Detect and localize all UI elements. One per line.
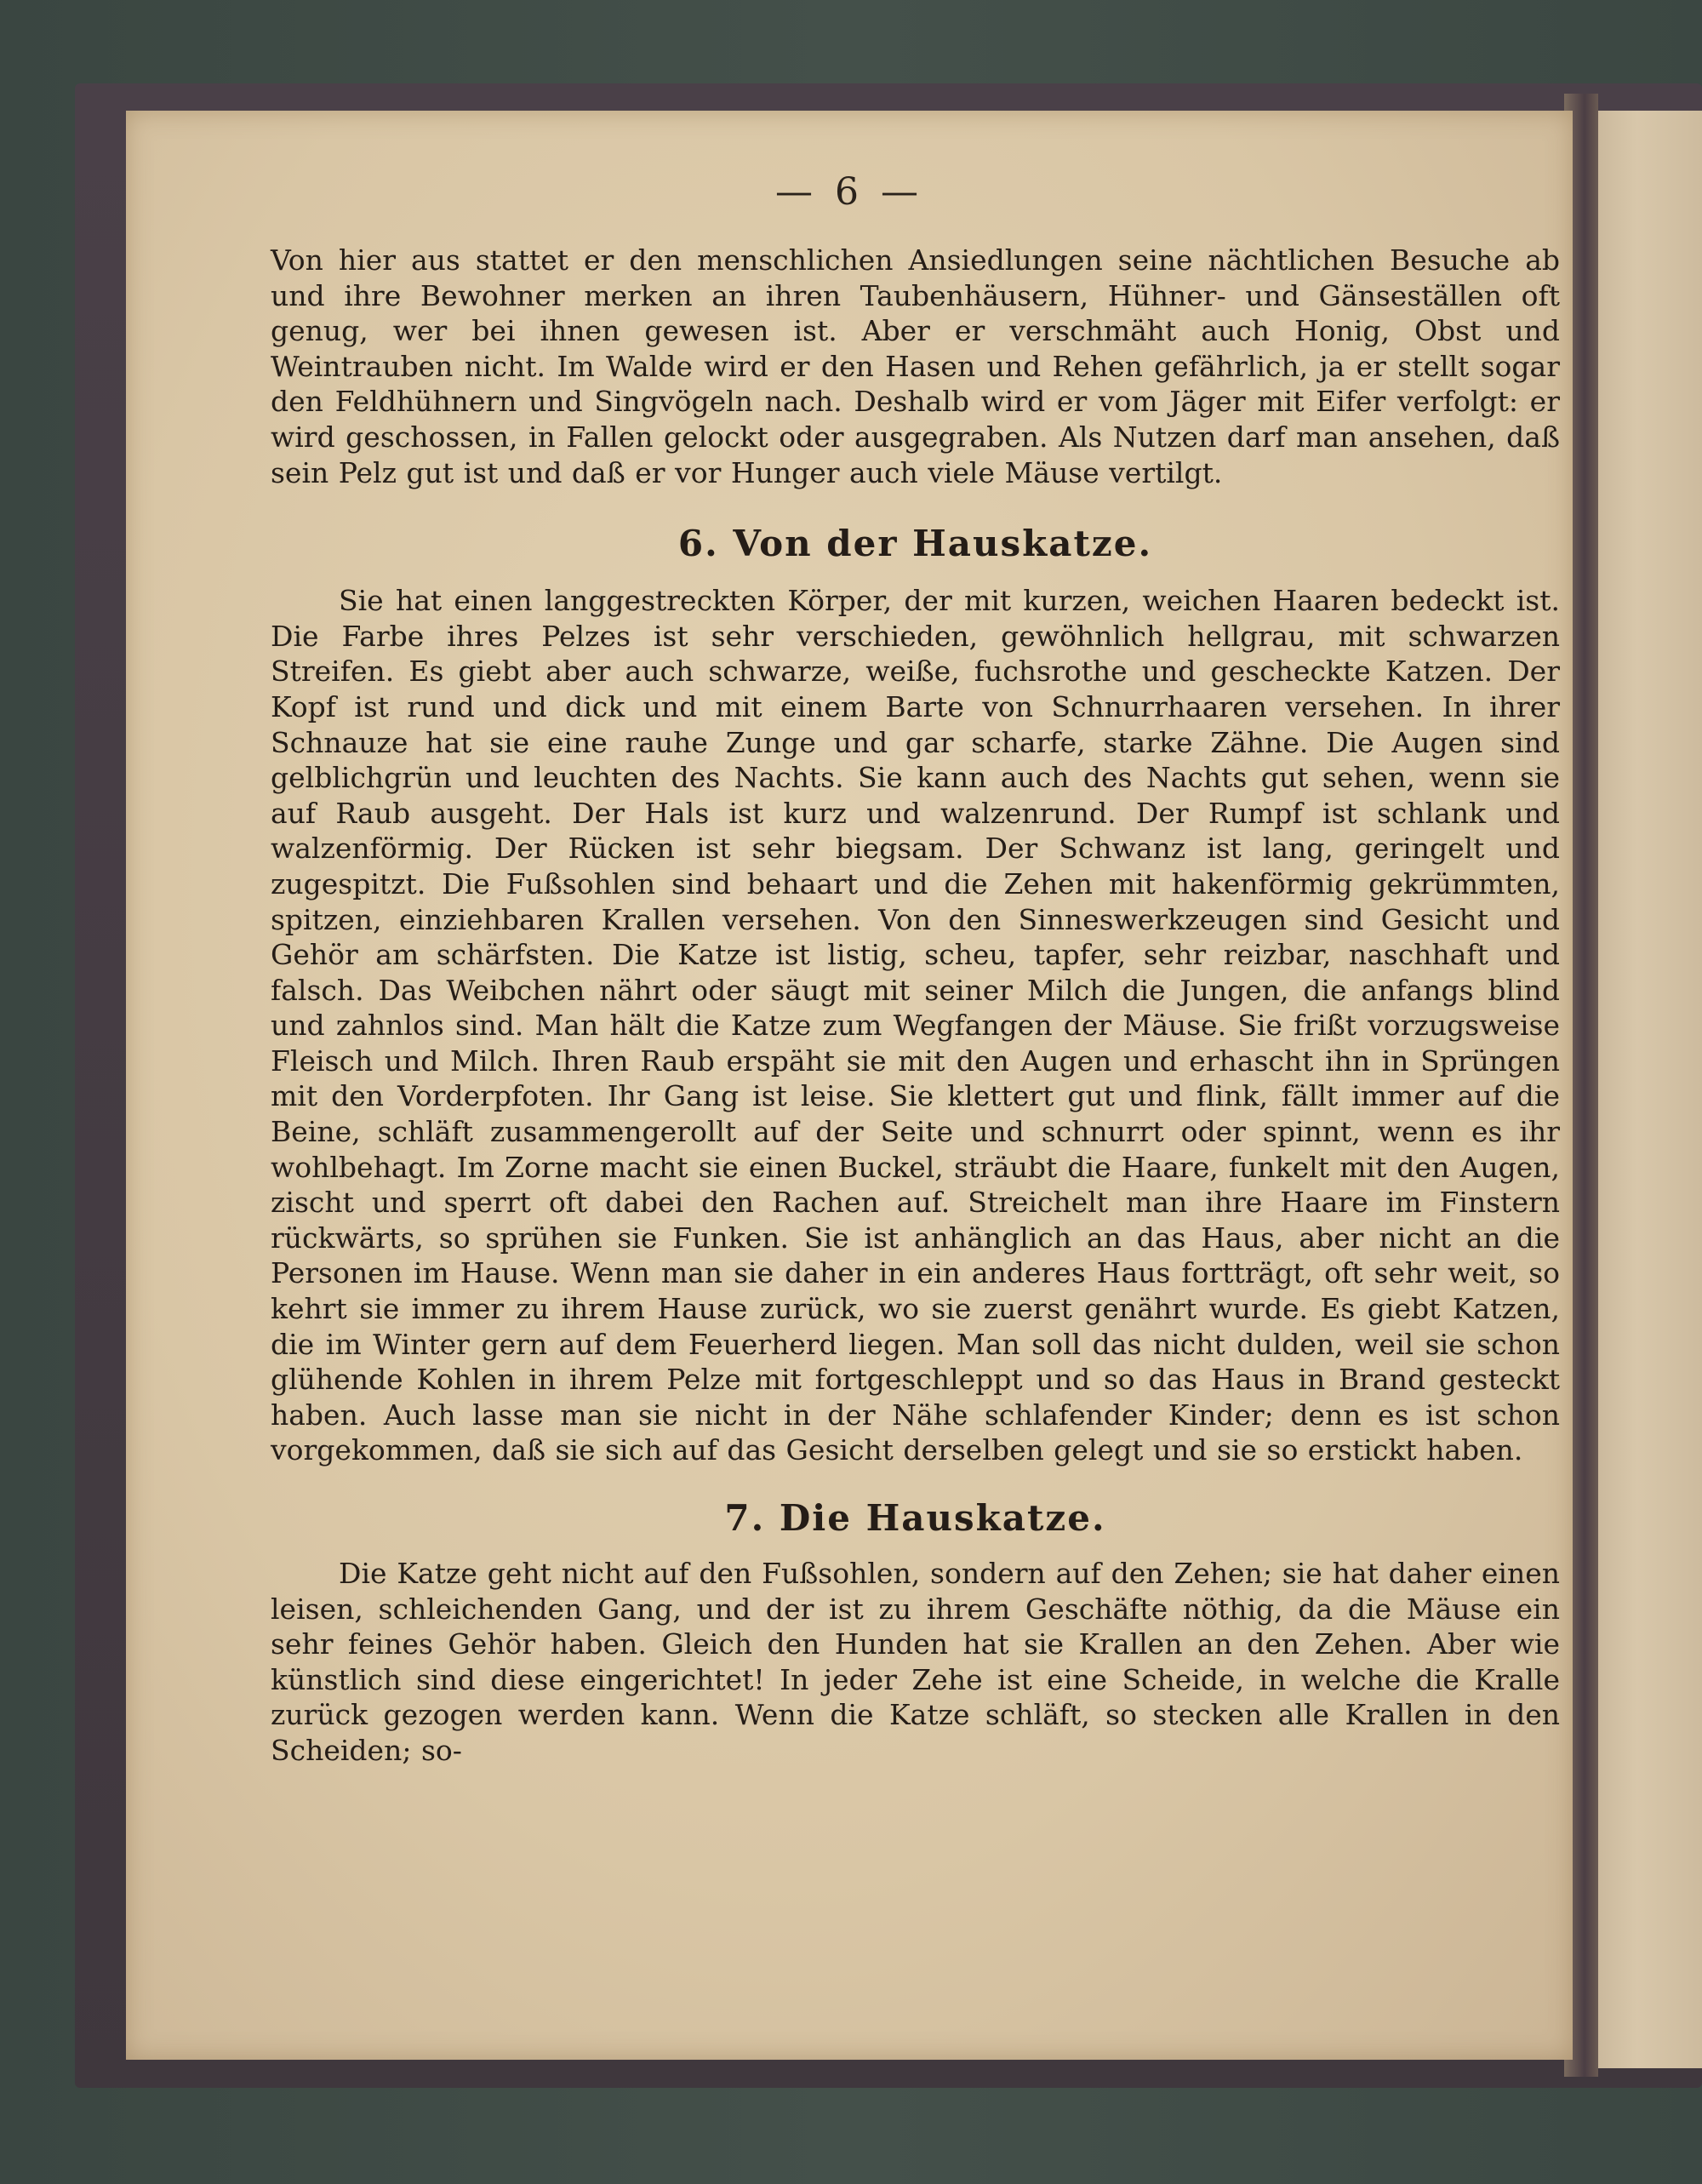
page-text [271,243,1560,1769]
page-number: — 6 — [775,170,923,214]
book-page [126,111,1573,2060]
section-heading-7: 7. Die Hauskatze. [724,1497,1106,1539]
section-6-paragraph: Sie hat einen langgestreckten Körper, der mit kurzen, weichen Haaren bedeckt ist. Die Farbe ihres Pelzes ist sehr verschieden, gewöhnlich hellgrau, mit schwarzen Streifen. Es giebt aber auch schwarze, weiße, fuchsrothe und gescheckte Katzen. Der Kopf ist rund und dick und mit einem Barte von Schnurrhaaren versehen. In ihrer Schnauze hat sie eine rauhe Zunge und gar scharfe, starke Zähne. Die Augen sind gelblichgrün und leuchten des Nachts. Sie kann auch des Nachts gut sehen, wenn sie auf Raub ausgeht. Der Hals ist kurz und walzenrund. Der Rumpf ist schlank und walzenförmig. Der Rücken ist sehr biegsam. Der Schwanz ist lang, geringelt und zugespitzt. Die Fußsohlen sind behaart und die Zehen mit hakenförmig gekrümmten, spitzen, einziehbaren Krallen versehen. Von den Sinneswerkzeugen sind Gesicht und Gehör am schärfsten. Die Katze ist listig, scheu, tapfer, sehr reizbar, naschhaft und falsch. Das Weibchen nährt oder säugt mit seiner Milch die Jungen, die anfangs blind und zahnlos sind. Man hält die Katze zum Wegfangen der Mäuse. Sie frißt vorzugsweise Fleisch und Milch. Ihren Raub erspäht sie mit den Augen und erhascht ihn in Sprüngen mit den Vorderpfoten. Ihr Gang ist leise. Sie klettert gut und flink, fällt immer auf die Beine, schläft zusammengerollt auf der Seite und schnurrt oder spinnt, wenn es ihr wohlbehagt. Im Zorne macht sie einen Buckel, sträubt die Haare, funkelt mit den Augen, zischt und sperrt oft dabei den Rachen auf. Streichelt man ihre Haare im Finstern rückwärts, so sprühen sie Funken. Sie ist anhänglich an das Haus, aber nicht an die Personen im Hause. Wenn man sie daher in ein anderes Haus fortträgt, oft sehr weit, so kehrt sie immer zu ihrem Hause zurück, wo sie zuerst genährt wurde. Es giebt Katzen, die im Winter gern auf dem Feuerherd liegen. Man soll das nicht dulden, weil sie schon glühende Kohlen in ihrem Pelze mit fortgeschleppt und so das Haus in Brand gesteckt haben. Auch lasse man sie nicht in der Nähe schlafender Kinder; denn es ist schon vorgekommen, daß sie sich auf das Gesicht derselben gelegt und sie so erstickt haben. [271,584,1560,1467]
facing-page-edge [1593,111,1702,2068]
intro-paragraph: Von hier aus stattet er den menschlichen Ansiedlungen seine nächtlichen Besuche ab und ihre Bewohner merken an ihren Taubenhäusern, Hühner- und Gänseställen oft genug, wer bei ihnen gewesen ist. Aber er verschmäht auch Honig, Obst und Weintrauben nicht. Im Walde wird er den Hasen und Rehen gefährlich, ja er stellt sogar den Feldhühnern und Singvögeln nach. Deshalb wird er vom Jäger mit Eifer verfolgt: er wird geschossen, in Fallen gelockt oder ausgegraben. Als Nutzen darf man ansehen, daß sein Pelz gut ist und daß er vor Hunger auch viele Mäuse vertilgt. [271,243,1560,489]
section-7-paragraph: Die Katze geht nicht auf den Fußsohlen, sondern auf den Zehen; sie hat daher einen leisen, schleichenden Gang, und der ist zu ihrem Geschäfte nöthig, da die Mäuse ein sehr feines Gehör haben. Gleich den Hunden hat sie Krallen an den Zehen. Aber wie künstlich sind diese eingerichtet! In jeder Zehe ist eine Scheide, in welche die Kralle zurück gezogen werden kann. Wenn die Katze schläft, so stecken alle Krallen in den Scheiden; so- [271,1557,1560,1767]
section-heading-6: 6. Von der Hauskatze. [677,523,1153,565]
